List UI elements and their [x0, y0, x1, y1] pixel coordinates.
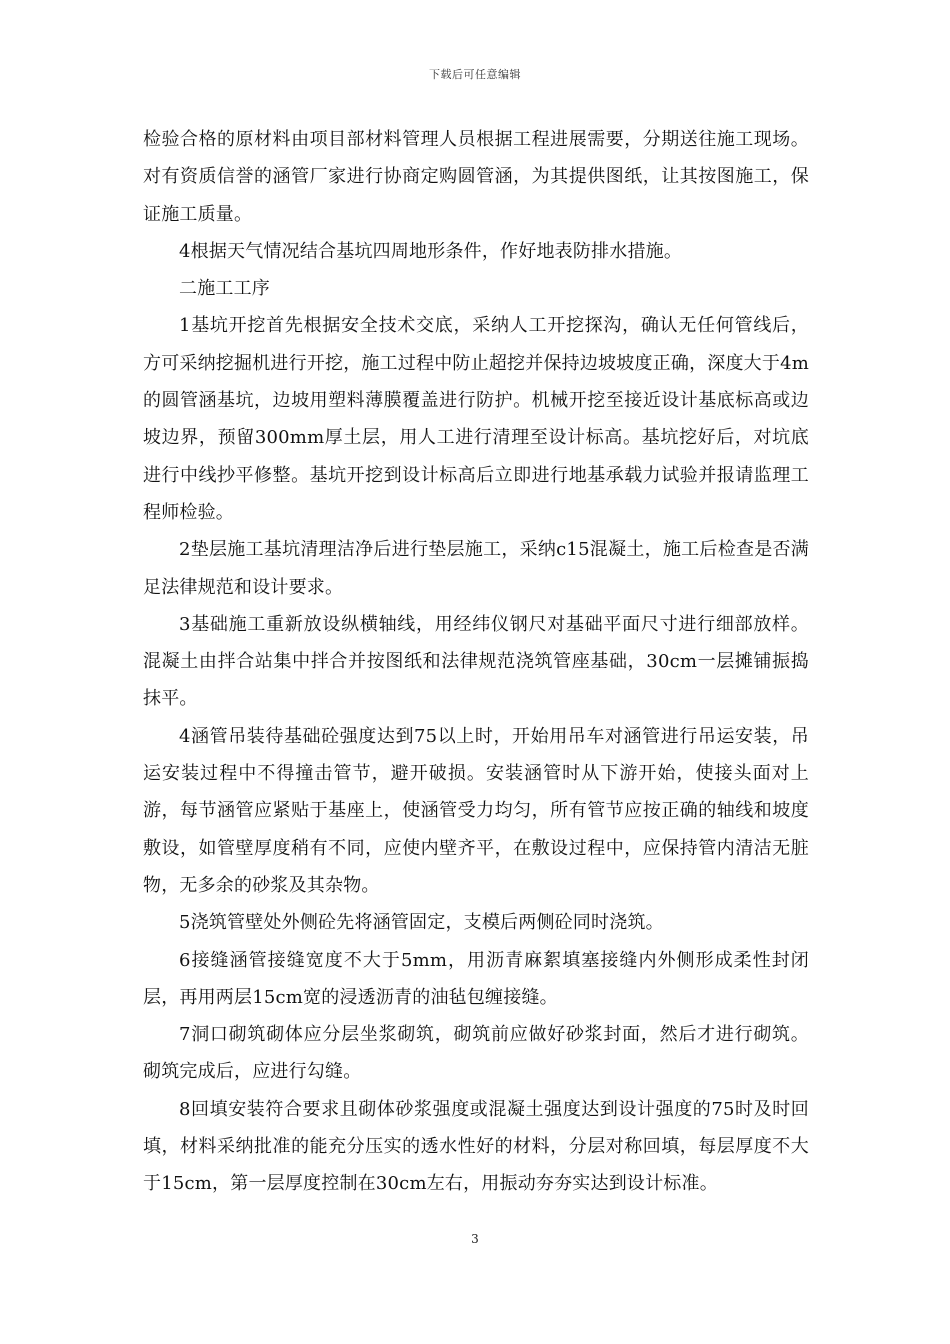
paragraph-pipe-hoisting: 4涵管吊装待基础砼强度达到75以上时，开始用吊车对涵管进行吊运安装，吊运安装过程中不得撞击管节，避开破损。安装涵管时从下游开始，使接头面对上游，每节涵管应紧贴于基座上，使涵管受力均匀，所有管节应按正确的轴线和坡度敷设，如管壁厚度稍有不同，应使内壁齐平，在敷设过程中，应保持管内清洁无脏物，无多余的砂浆及其杂物。 — [143, 725, 809, 896]
paragraph-continuation: 检验合格的原材料由项目部材料管理人员根据工程进展需要，分期送往施工现场。对有资质信誉的涵管厂家进行协商定购圆管涵，为其提供图纸，让其按图施工，保证施工质量。 — [143, 129, 809, 225]
page-number: 3 — [471, 1232, 479, 1246]
section-heading-procedure: 二施工工序 — [179, 278, 270, 300]
paragraph-foundation: 3基础施工重新放设纵横轴线，用经纬仪钢尺对基础平面尺寸进行细部放样。混凝土由拌合站集中拌合并按图纸和法律规范浇筑管座基础，30cm一层摊铺振捣抹平。 — [143, 613, 809, 710]
paragraph-backfill: 8回填安装符合要求且砌体砂浆强度或混凝土强度达到设计强度的75时及时回填，材料采纳批准的能充分压实的透水性好的材料，分层对称回填，每层厚度不大于15cm，第一层厚度控制在30cm左右，用振动夯夯实达到设计标准。 — [143, 1098, 809, 1195]
document-body — [143, 121, 809, 1203]
page-header: 下载后可任意编辑 — [429, 68, 521, 81]
paragraph-joints: 6接缝涵管接缝宽度不大于5mm，用沥青麻絮填塞接缝内外侧形成柔性封闭层，再用两层15cm宽的浸透沥青的油毡包缠接缝。 — [143, 949, 809, 1008]
paragraph-cushion: 2垫层施工基坑清理洁净后进行垫层施工，采纳c15混凝土，施工后检查是否满足法律规范和设计要求。 — [143, 539, 809, 598]
paragraph-pouring: 5浇筑管壁处外侧砼先将涵管固定，支模后两侧砼同时浇筑。 — [179, 912, 664, 934]
paragraph-masonry: 7洞口砌筑砌体应分层坐浆砌筑，砌筑前应做好砂浆封面，然后才进行砌筑。砌筑完成后，应进行勾缝。 — [143, 1024, 809, 1083]
paragraph-excavation: 1基坑开挖首先根据安全技术交底，采纳人工开挖探沟，确认无任何管线后，方可采纳挖掘机进行开挖，施工过程中防止超挖并保持边坡坡度正确，深度大于4m的圆管涵基坑，边坡用塑料薄膜覆盖进行防护。机械开挖至接近设计基底标高或边坡边界，预留300mm厚土层，用人工进行清理至设计标高。基坑挖好后，对坑底进行中线抄平修整。基坑开挖到设计标高后立即进行地基承载力试验并报请监理工程师检验。 — [143, 315, 809, 523]
paragraph-drainage: 4根据天气情况结合基坑四周地形条件，作好地表防排水措施。 — [179, 240, 683, 262]
